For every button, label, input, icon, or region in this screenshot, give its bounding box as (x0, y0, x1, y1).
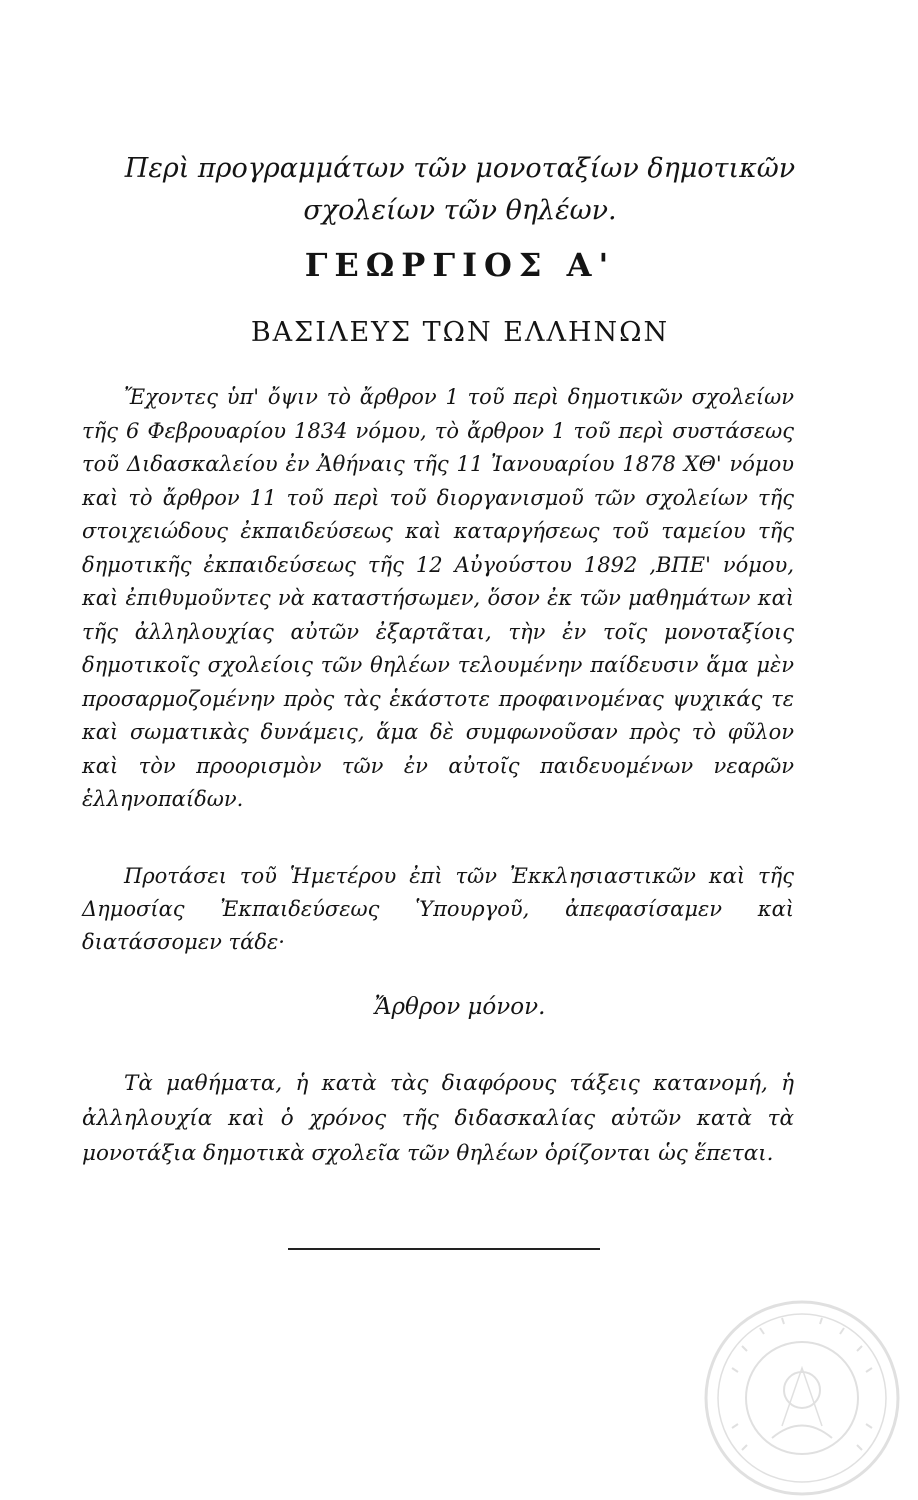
title-line-1: Περὶ προγραμμάτων τῶν μονοταξίων δημοτικῶν (124, 153, 796, 184)
proposal-paragraph: Προτάσει τοῦ Ἡμετέρου ἐπὶ τῶν Ἐκκλησιαστικῶν καὶ τῆς Δημοσίας Ἐκπαιδεύσεως Ὑπουργοῦ, ἀπεφασίσαμεν καὶ διατάσσομεν τάδε· (82, 864, 794, 954)
realm-heading: ΒΑΣΙΛΕΥΣ ΤΩΝ ΕΛΛΗΝΩΝ (250, 317, 670, 348)
title-line-2: σχολείων τῶν θηλέων. (303, 195, 617, 226)
article-paragraph: Τὰ μαθήματα, ἡ κατὰ τὰς διαφόρους τάξεις κατανομή, ἡ ἀλληλουχία καὶ ὁ χρόνος τῆς διδασκαλίας αὐτῶν κατὰ τὰ μονοτάξια δημοτικὰ σχολεῖα τῶν θηλέων ὁρίζονται ὡς ἕπεται. (82, 1071, 794, 1166)
end-rule-divider (288, 1248, 600, 1250)
article-heading: Ἄρθρον μόνον. (374, 994, 546, 1020)
preamble-paragraph: Ἔχοντες ὑπ' ὄψιν τὸ ἄρθρον 1 τοῦ περὶ δημοτικῶν σχολείων τῆς 6 Φεβρουαρίου 1834 νόμου, τὸ ἄρθρον 1 τοῦ περὶ συστάσεως τοῦ Διδασκαλείου ἐν Ἀθήναις τῆς 11 Ἰανουαρίου 1878 ΧΘ' νόμου καὶ τὸ ἄρθρον 11 τοῦ περὶ τοῦ διοργανισμοῦ τῶν σχολείων τῆς στοιχειώδους ἐκπαιδεύσεως καὶ καταργήσεως τοῦ ταμείου τῆς δημοτικῆς ἐκπαιδεύσεως τῆς 12 Αὐγούστου 1892 ,ΒΠΕ' νόμου, καὶ ἐπιθυμοῦντες νὰ καταστήσωμεν, ὅσον ἐκ τῶν μαθημάτων καὶ τῆς ἀλληλουχίας αὐτῶν ἐξαρτᾶται, τὴν ἐν τοῖς μονοταξίοις δημοτικοῖς σχολείοις τῶν θηλέων τελουμένην παίδευσιν ἅμα μὲν προσαρμοζομένην πρὸς τὰς ἑκάστοτε προφαινομένας ψυχικάς τε καὶ σωματικὰς δυνάμεις, ἅμα δὲ συμφωνοῦσαν πρὸς τὸ φῦλον καὶ τὸν προορισμὸν τῶν ἐν αὐτοῖς παιδευομένων νεαρῶν ἑλληνοπαίδων. (82, 385, 794, 811)
university-seal-icon (702, 1298, 902, 1498)
king-heading: ΓΕΩΡΓΙΟΣ Α' (304, 246, 616, 284)
document-title (60, 148, 860, 232)
